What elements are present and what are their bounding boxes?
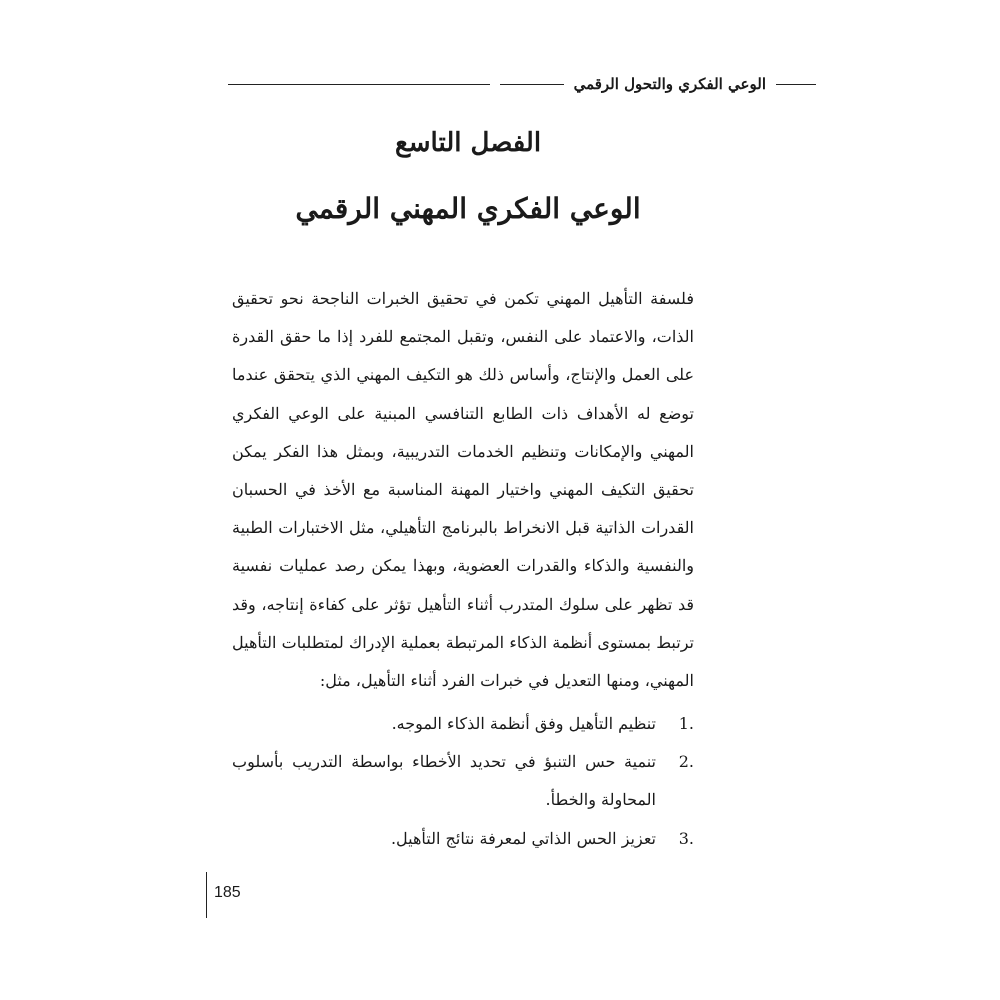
list-item-text: تنظيم التأهيل وفق أنظمة الذكاء الموجه. [391, 714, 656, 733]
list-item-number: 2. [678, 752, 694, 772]
body-paragraph: فلسفة التأهيل المهني تكمن في تحقيق الخبرات الناجحة نحو تحقيق الذات، والاعتماد على النفس، وتقبل المجتمع للفرد إذا ما حقق القدرة على العمل والإنتاج، وأساس ذلك هو التكيف المهني الذي يتحقق عندما توضع له الأهداف ذات الطابع التنافسي المبنية على الوعي الفكري المهني والإمكانات وتنظيم الخدمات التدريبية، وبمثل هذا الفكر يمكن تحقيق التكيف المهني واختيار المهنة المناسبة مع الأخذ في الحسبان القدرات الذاتية قبل الانخراط بالبرنامج التأهيلي، مثل الاختبارات الطبية والنفسية والذكاء والقدرات العضوية، وبهذا يمكن رصد عمليات نفسية قد تظهر على سلوك المتدرب أثناء التأهيل تؤثر على كفاءة إنتاجه، وقد ترتبط بمستوى أنظمة الذكاء المرتبطة بعملية الإدراك لمتطلبات التأهيل المهني، ومنها التعديل في خبرات الفرد أثناء التأهيل، مثل: [232, 289, 694, 691]
list-item-text: تنمية حس التنبؤ في تحديد الأخطاء بواسطة التدريب بأسلوب المحاولة والخطأ. [232, 752, 656, 810]
page-number: 185 [214, 884, 241, 901]
list-item [232, 705, 694, 743]
list-item [232, 743, 694, 819]
page-number-rule [206, 872, 207, 918]
chapter-title: الوعي الفكري المهني الرقمي [295, 192, 641, 225]
numbered-list [232, 705, 694, 858]
chapter-label: الفصل التاسع [394, 128, 542, 158]
list-item-number: 1. [678, 714, 694, 733]
header-rule-right [776, 84, 816, 85]
running-header [228, 72, 816, 96]
list-item-text: تعزيز الحس الذاتي لمعرفة نتائج التأهيل. [390, 828, 656, 848]
header-rule-left-short [500, 84, 564, 85]
list-item-number: 3. [678, 828, 694, 848]
header-rule-long [228, 84, 490, 85]
list-item [232, 820, 694, 858]
running-header-title: الوعي الفكري والتحول الرقمي [573, 75, 766, 93]
